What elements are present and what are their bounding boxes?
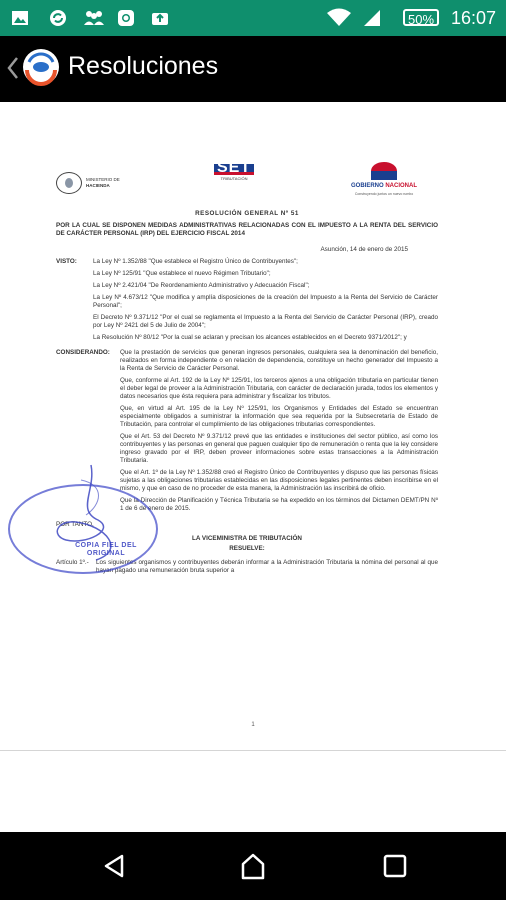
sync-icon	[48, 8, 68, 28]
considerando-item: Que, en virtud al Art. 195 de la Ley Nº 125/91, los Organismos y Entidades del Estado se encuentran especialmente obligados a suministrar la información que sea requerida por la Subsecretaría de Estado de Tributación, para controlar el cumplimiento de las obligaciones tributarias correspondientes.	[120, 405, 438, 428]
visto-item: La Ley Nº 125/91 "Que establece el nuevo Régimen Tributario";	[93, 270, 271, 277]
resolution-subject: POR LA CUAL SE DISPONEN MEDIDAS ADMINISTRATIVAS RELACIONADAS CON EL IMPUESTO A LA RENTA DEL SERVICIO DE CARÁCTER PERSONAL (IRP) DEL EJERCICIO FISCAL 2014	[56, 222, 438, 237]
considerando-item: Que, conforme al Art. 192 de la Ley Nº 125/91, los terceros ajenos a una obligación tributaria en particular tienen el deber legal de proveer a la Administración Tributaria, con carácter de declaración jurada, todos los elementos y datos necesarios que ésta requiera para administrar y fiscalizar los tributos.	[120, 377, 438, 400]
considerando-section: CONSIDERANDO: Que la prestación de servicios que generan ingresos personales, cualquiera sea la denominación del beneficio, realizados en forma independiente o en relación de dependencia, constituye un hecho generador del Impuesto a la Renta de Servicio de Carácter Personal. Que, conforme al Art. 192 de la Ley Nº 125/91, los terceros ajenos a una obligación tributaria en particular tienen el deber legal de proveer a la Administración Tributaria, con carácter de declaración jurada, todos los elementos y datos necesarios que ésta requiera para administrar y fiscalizar los tributos. Que, en virtud al Art. 195 de la Ley Nº 125/91, los Organismos y Entidades del Estado se encuentran especialmente obligados a suministrar la información que sea requerida por la Subsecretaría de Estado de Tributación, para controlar el cumplimiento de las obligaciones tributarias correspondientes. Que el Art. 53 del Decreto Nº 9.371/12 prevé que las entidades e instituciones del sector público, así como los contribuyentes y las personas en general que paguen cualquier tipo de remuneración o renta que la ley considere ingreso gravado por el IRP, deben proveer informaciones sobre estas transacciones a la Administración Tributaria. Que el Art. 1º de la Ley Nº 1.352/88 creó el Registro Único de Contribuyentes y dispuso que las personas físicas sujetas a las obligaciones tributarias establecidas en las disposiciones legales pertinentes deben inscribirse en el mismo, y que en caso de no proceder de esta manera, la Administración las inscribirá de oficio. Que la Dirección de Planificación y Técnica Tributaria se ha expedido en los términos del Dictamen DEMT/PN Nº 1 de 6 de enero de 2015.	[56, 349, 438, 512]
page-number: 1	[251, 722, 255, 728]
visto-item: La Ley Nº 4.673/12 "Que modifica y amplía disposiciones de la creación del Impuesto a la Renta del Servicio de Carácter Personal";	[93, 294, 438, 309]
considerando-item: Que la prestación de servicios que generan ingresos personales, cualquiera sea la denominación del beneficio, realizados en forma independiente o en relación de dependencia, constituye un hecho generador del Impuesto a la Renta de Servicio de Carácter Personal.	[120, 349, 438, 372]
visto-item: La Ley Nº 2.421/04 "De Reordenamiento Administrativo y Adecuación Fiscal";	[93, 282, 310, 289]
authority-heading: LA VICEMINISTRA DE TRIBUTACIÓN	[192, 535, 302, 542]
resolution-date: Asunción, 14 de enero de 2015	[320, 246, 408, 253]
document-page[interactable]	[0, 102, 506, 751]
copia-fiel-stamp: COPIA FIEL DEL ORIGINAL	[8, 484, 158, 574]
nav-recents-icon[interactable]	[381, 852, 409, 880]
gallery-icon	[10, 8, 30, 28]
app-bar	[0, 36, 506, 102]
hacienda-logo: MINISTERIO DE HACIENDA	[56, 172, 120, 194]
people-icon	[82, 8, 106, 28]
seal-icon	[56, 172, 82, 194]
resolution-title: RESOLUCIÓN GENERAL Nº 51	[195, 210, 299, 217]
por-tanto: POR TANTO,	[56, 521, 94, 528]
considerando-item: Que el Art. 53 del Decreto Nº 9.371/12 prevé que las entidades e instituciones del sector público, así como los contribuyentes y las personas en general que paguen cualquier tipo de remuneración o renta que la ley considere ingreso gravado por el IRP, deben proveer informaciones sobre estas transacciones a la Administración Tributaria.	[120, 433, 438, 464]
visto-item: La Ley Nº 1.352/88 "Que establece el Registro Único de Contribuyentes";	[93, 258, 298, 265]
nav-back-icon[interactable]	[100, 852, 128, 880]
signal-icon	[362, 8, 382, 28]
app-logo-icon[interactable]	[22, 48, 60, 86]
gobierno-nacional-logo: GOBIERNO NACIONAL Construyendo juntos un nuevo rumbo	[334, 162, 434, 198]
articulo-1: Artículo 1º.- Los siguientes organismos y contribuyentes deberán informar a la Administración Tributaria la nómina del personal al que hayan pagado una remuneración bruta superior a	[56, 559, 438, 574]
status-bar	[0, 0, 506, 36]
gobierno-mark-icon	[371, 162, 397, 180]
visto-item: El Decreto Nº 9.371/12 "Por el cual se reglamenta el Impuesto a la Renta del Servicio de Carácter Personal (IRP), creado por Ley Nº 2421 del 5 de Julio de 2004";	[93, 314, 438, 329]
document-header	[56, 160, 438, 204]
visto-section: VISTO: La Ley Nº 1.352/88 "Que establece el Registro Único de Contribuyentes"; La Ley Nº 125/91 "Que establece el nuevo Régimen Tributario"; La Ley Nº 2.421/04 "De Reordenamiento Administrativo y Adecuación Fiscal"; La Ley Nº 4.673/12 "Que modifica y amplía disposiciones de la creación del Impuesto a la Renta del Servicio de Carácter Personal"; El Decreto Nº 9.371/12 "Por el cual se reglamenta el Impuesto a la Renta del Servicio de Carácter Personal (IRP), creado por Ley Nº 2421 del 5 de Julio de 2004"; La Resolución Nº 80/12 "Por la cual se aclaran y precisan los alcances establecidos en el Decreto 9371/2012"; y	[56, 258, 438, 341]
nav-home-icon[interactable]	[239, 852, 267, 880]
considerando-item: Que la Dirección de Planificación y Técnica Tributaria se ha expedido en los términos del Dictamen DEMT/PN Nº 1 de 6 de enero de 2015.	[120, 497, 438, 512]
instagram-icon	[116, 8, 136, 28]
visto-item: La Resolución Nº 80/12 "Por la cual se aclaran y precisan los alcances establecidos en el Decreto 9371/2012"; y	[93, 334, 407, 341]
resuelve-heading: RESUELVE:	[229, 545, 265, 552]
set-logo: SET TRIBUTACIÓN	[214, 164, 254, 183]
navigation-bar	[0, 832, 506, 900]
battery-icon: 50%	[403, 9, 439, 26]
document-body	[56, 160, 438, 579]
page-title: Resoluciones	[68, 52, 219, 80]
document-viewer[interactable]	[0, 102, 506, 832]
back-chevron-icon[interactable]	[6, 54, 20, 82]
wifi-icon	[326, 8, 352, 28]
considerando-item: Que el Art. 1º de la Ley Nº 1.352/88 creó el Registro Único de Contribuyentes y dispuso que las personas físicas sujetas a las obligaciones tributarias establecidas en las disposiciones legales pertinentes deben inscribirse en el mismo, y que en caso de no proceder de esta manera, la Administración las inscribirá de oficio.	[120, 469, 438, 492]
photo-upload-icon	[150, 8, 170, 28]
clock: 16:07	[450, 8, 496, 28]
